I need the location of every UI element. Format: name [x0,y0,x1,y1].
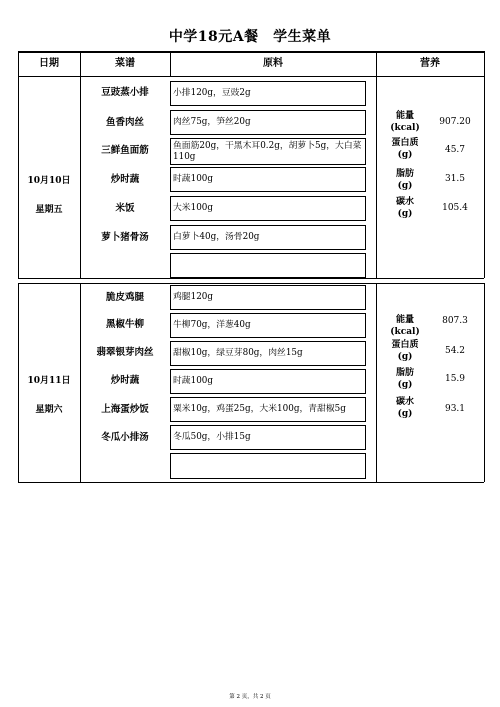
day-block-bottom [18,482,484,483]
header-ingredients: 原料 [263,58,283,69]
ingredient-cell: 白萝卜40g，汤骨20g [170,225,366,250]
day-block-border [484,283,485,482]
day-block-border [484,76,485,278]
header-divider [80,51,81,77]
ingredient-cell: 牛柳70g，洋葱40g [170,313,366,338]
day-block-border [376,283,377,482]
ingredient-cell: 甜椒10g，绿豆芽80g，肉丝15g [170,341,366,366]
header-date: 日期 [39,58,59,69]
carb-value: 93.1 [444,404,466,414]
energy-unit: (kcal) [390,123,420,133]
dish-name: 黑椒牛柳 [105,319,144,330]
page-footer: 第 2 页，共 2 页 [229,694,271,700]
energy-value: 807.3 [442,316,468,326]
dish-name: 萝卜猪骨汤 [101,232,149,243]
fat-value: 15.9 [444,374,466,384]
fat-unit: (g) [397,380,413,390]
day-weekday: 星期五 [35,205,63,215]
carb-label: 碳水 [395,397,414,407]
dish-name: 上海蛋炒饭 [101,404,149,415]
ingredient-cell: 粟米10g，鸡蛋25g，大米100g，青甜椒5g [170,397,366,422]
carb-label: 碳水 [395,197,414,207]
header-divider [170,51,171,77]
fat-label: 脂肪 [395,169,414,179]
day-block-bottom [18,278,484,279]
protein-label: 蛋白质 [391,138,419,148]
ingredient-cell-empty [170,253,366,278]
energy-value: 907.20 [439,117,471,127]
energy-unit: (kcal) [390,327,420,337]
ingredient-cell: 时蔬100g [170,369,366,394]
header-menu: 菜谱 [115,58,135,69]
fat-label: 脂肪 [395,368,414,378]
day-block-top [18,283,484,284]
protein-label: 蛋白质 [391,340,419,350]
ingredient-cell: 肉丝75g，笋丝20g [170,110,366,135]
day-date: 10月10日 [27,176,71,186]
dish-name: 三鲜鱼面筋 [101,145,149,156]
ingredient-cell: 时蔬100g [170,167,366,192]
ingredient-cell: 鸡腿120g [170,285,366,310]
header-bottom-border [18,76,484,77]
ingredient-cell: 大米100g [170,196,366,221]
dish-name: 冬瓜小排汤 [101,432,149,443]
dish-name: 翡翠银芽肉丝 [96,347,154,358]
energy-label: 能量 [395,315,414,325]
ingredient-cell: 鱼面筋20g，干黑木耳0.2g，胡萝卜5g，大白菜110g [170,138,366,165]
fat-unit: (g) [397,181,413,191]
dish-name: 豆豉蒸小排 [101,87,149,98]
protein-unit: (g) [397,352,413,362]
day-date: 10月11日 [27,376,71,386]
dish-name: 米饭 [115,203,135,214]
ingredient-cell: 冬瓜50g，小排15g [170,425,366,450]
header-divider [18,51,19,77]
ingredient-cell: 小排120g，豆豉2g [170,81,366,106]
carb-unit: (g) [397,409,413,419]
header-top-border [18,51,484,53]
header-divider [484,51,485,77]
header-divider [376,51,377,77]
day-block-border [376,76,377,278]
dish-name: 脆皮鸡腿 [105,292,144,303]
energy-label: 能量 [395,111,414,121]
page-title: 中学18元A餐 学生菜单 [168,29,332,45]
carb-unit: (g) [397,209,413,219]
dish-name: 炒时蔬 [110,375,140,386]
fat-value: 31.5 [444,174,466,184]
protein-value: 54.2 [444,346,466,356]
ingredient-cell-empty [170,453,366,479]
dish-name: 鱼香肉丝 [105,117,144,128]
header-nutrition: 营养 [420,58,440,69]
carb-value: 105.4 [442,203,468,213]
protein-value: 45.7 [444,145,466,155]
dish-name: 炒时蔬 [110,174,140,185]
protein-unit: (g) [397,150,413,160]
day-weekday: 星期六 [35,405,63,415]
